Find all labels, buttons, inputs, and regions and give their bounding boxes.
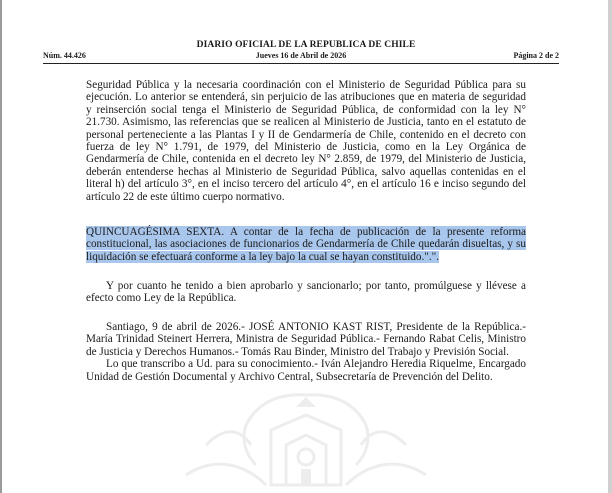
left-page-edge — [0, 0, 2, 493]
coat-of-arms-seal-icon — [146, 385, 466, 493]
signature-block — [86, 321, 526, 383]
issue-date: Jueves 16 de Abril de 2026 — [255, 51, 347, 60]
header-divider — [43, 63, 559, 64]
selected-text-highlight[interactable]: QUINCUAGÉSIMA SEXTA. A contar de la fecha de publicación de la presente reforma constitucional, las asociaciones de funcionarios de Gendarmería de Chile quedarán disueltas, y su liquidación se efectuará conforme a la ley bajo la cual se hayan constituido.".". — [86, 226, 526, 263]
signatures: Santiago, 9 de abril de 2026.- JOSÉ ANTONIO KAST RIST, Presidente de la República.- María Trinidad Steinert Herrera, Ministra de Seguridad Pública.- Fernando Rabat Celis, Ministro de Justicia y Derechos Humanos.- Tomás Rau Binder, Ministro del Trabajo y Previsión Social. — [86, 321, 526, 358]
transcription-note: Lo que transcribo a Ud. para su conocimiento.- Iván Alejandro Heredia Riquelme, Encargado Unidad de Gestión Documental y Archivo Central, Subsecretaría de Prevención del Delito. — [86, 358, 526, 383]
paragraph-promulgation: Y por cuanto he tenido a bien aprobarlo y sancionarlo; por tanto, promúlguese y llévese a efecto como Ley de la República. — [86, 280, 526, 305]
paragraph-1: Seguridad Pública y la necesaria coordinación con el Ministerio de Seguridad Pública para su ejecución. Lo anterior se entenderá, sin perjuicio de las atribuciones que en materia de seguridad y reinserción social tenga el Ministerio de Seguridad Pública, de conformidad con la ley N° 21.730. Asimismo, las referencias que se realicen al Ministerio de Justicia, tanto en el estatuto de personal perteneciente a las Plantas I y II de Gendarmería de Chile, contenido en el decreto con fuerza de ley N° 1.791, de 1979, del Ministerio de Justicia, como en la Ley Orgánica de Gendarmería de Chile, contenida en el decreto ley N° 2.859, de 1979, del Ministerio de Justicia, deberán entenderse hechas al Ministerio de Seguridad Pública, salvo aquellas contenidas en el literal h) del artículo 3°, en el inciso tercero del artículo 4°, en el artículo 16 e inciso segundo del artículo 22 de este último cuerpo normativo. — [86, 79, 526, 203]
scrollbar-track[interactable] — [608, 0, 612, 493]
header-row — [43, 51, 559, 60]
issue-number: Núm. 44.426 — [43, 51, 86, 60]
publication-title: DIARIO OFICIAL DE LA REPUBLICA DE CHILE — [196, 40, 416, 50]
page-indicator: Página 2 de 2 — [513, 51, 559, 60]
paragraph-quincuagesima-sexta[interactable] — [86, 226, 526, 263]
